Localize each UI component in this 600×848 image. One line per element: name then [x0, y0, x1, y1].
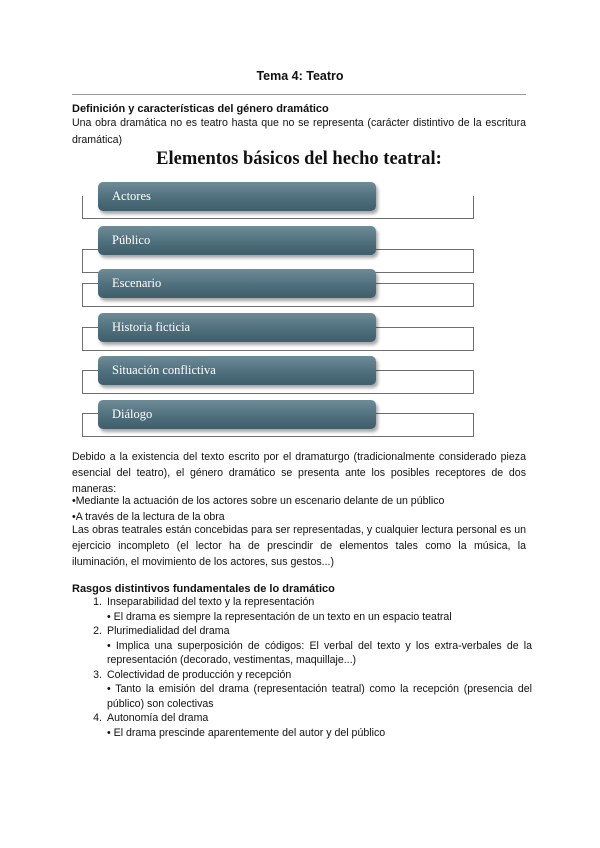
list-item-label: Inseparabilidad del texto y la representación	[107, 596, 315, 608]
rasgos-list	[72, 595, 532, 740]
section2-heading: Rasgos distintivos fundamentales de lo dramático	[72, 583, 335, 595]
section1-heading: Definición y características del género dramático	[72, 103, 329, 115]
diagram-item-escenario: Escenario	[98, 269, 376, 298]
bullet-item: •A través de la lectura de la obra	[72, 511, 225, 523]
list-item	[72, 624, 532, 639]
body-paragraph-1: Debido a la existencia del texto escrito por el dramaturgo (tradicionalmente considerado pieza esencial del teatro), el género dramático se presenta ante los posibles receptores de dos maneras:	[72, 451, 526, 496]
list-number: 2.	[93, 625, 102, 637]
body-paragraph-2: Las obras teatrales están concebidas para ser representadas, y cualquier lectura personal es un ejercicio incompleto (el lector ha de prescindir de elementos tales como la música, la iluminación, el movimiento de los actores, sus gestos...)	[72, 524, 526, 569]
list-subitem: • El drama prescinde aparentemente del autor y del público	[107, 726, 386, 739]
list-number: 4.	[93, 712, 102, 724]
diagram-item-situacion-conflictiva: Situación conflictiva	[98, 356, 376, 385]
list-item	[72, 595, 532, 610]
list-number: 3.	[93, 668, 102, 681]
page-title: Tema 4: Teatro	[256, 69, 344, 83]
diagram-item-dialogo: Diálogo	[98, 400, 376, 429]
list-subitem: • El drama es siempre la representación de un texto en un espacio teatral	[107, 610, 452, 623]
bullet-item: •Mediante la actuación de los actores sobre un escenario delante de un público	[72, 495, 445, 507]
diagram-item-historia-ficticia: Historia ficticia	[98, 313, 376, 342]
diagram-title: Elementos básicos del hecho teatral:	[156, 149, 442, 169]
list-item-label: Colectividad de producción y recepción	[107, 668, 292, 681]
diagram-item-publico: Público	[98, 226, 376, 255]
section1-intro: Una obra dramática no es teatro hasta que no se representa (carácter distintivo de la escritura dramática)	[72, 117, 526, 146]
list-item-label: Plurimedialidad del drama	[107, 625, 230, 637]
diagram-item-actores: Actores	[98, 182, 376, 211]
list-item	[72, 668, 532, 683]
list-item	[72, 711, 532, 726]
list-subitem: • Tanto la emisión del drama (representación teatral) como la recepción (presencia del público) son colectivas	[107, 683, 532, 710]
list-number: 1.	[93, 596, 102, 608]
list-subitem: • Implica una superposición de códigos: El verbal del texto y los extra-verbales de la representación (decorado, vestimentas, maquillaje...)	[107, 639, 532, 666]
list-item-label: Autonomía del drama	[107, 712, 209, 724]
title-divider	[72, 94, 526, 95]
